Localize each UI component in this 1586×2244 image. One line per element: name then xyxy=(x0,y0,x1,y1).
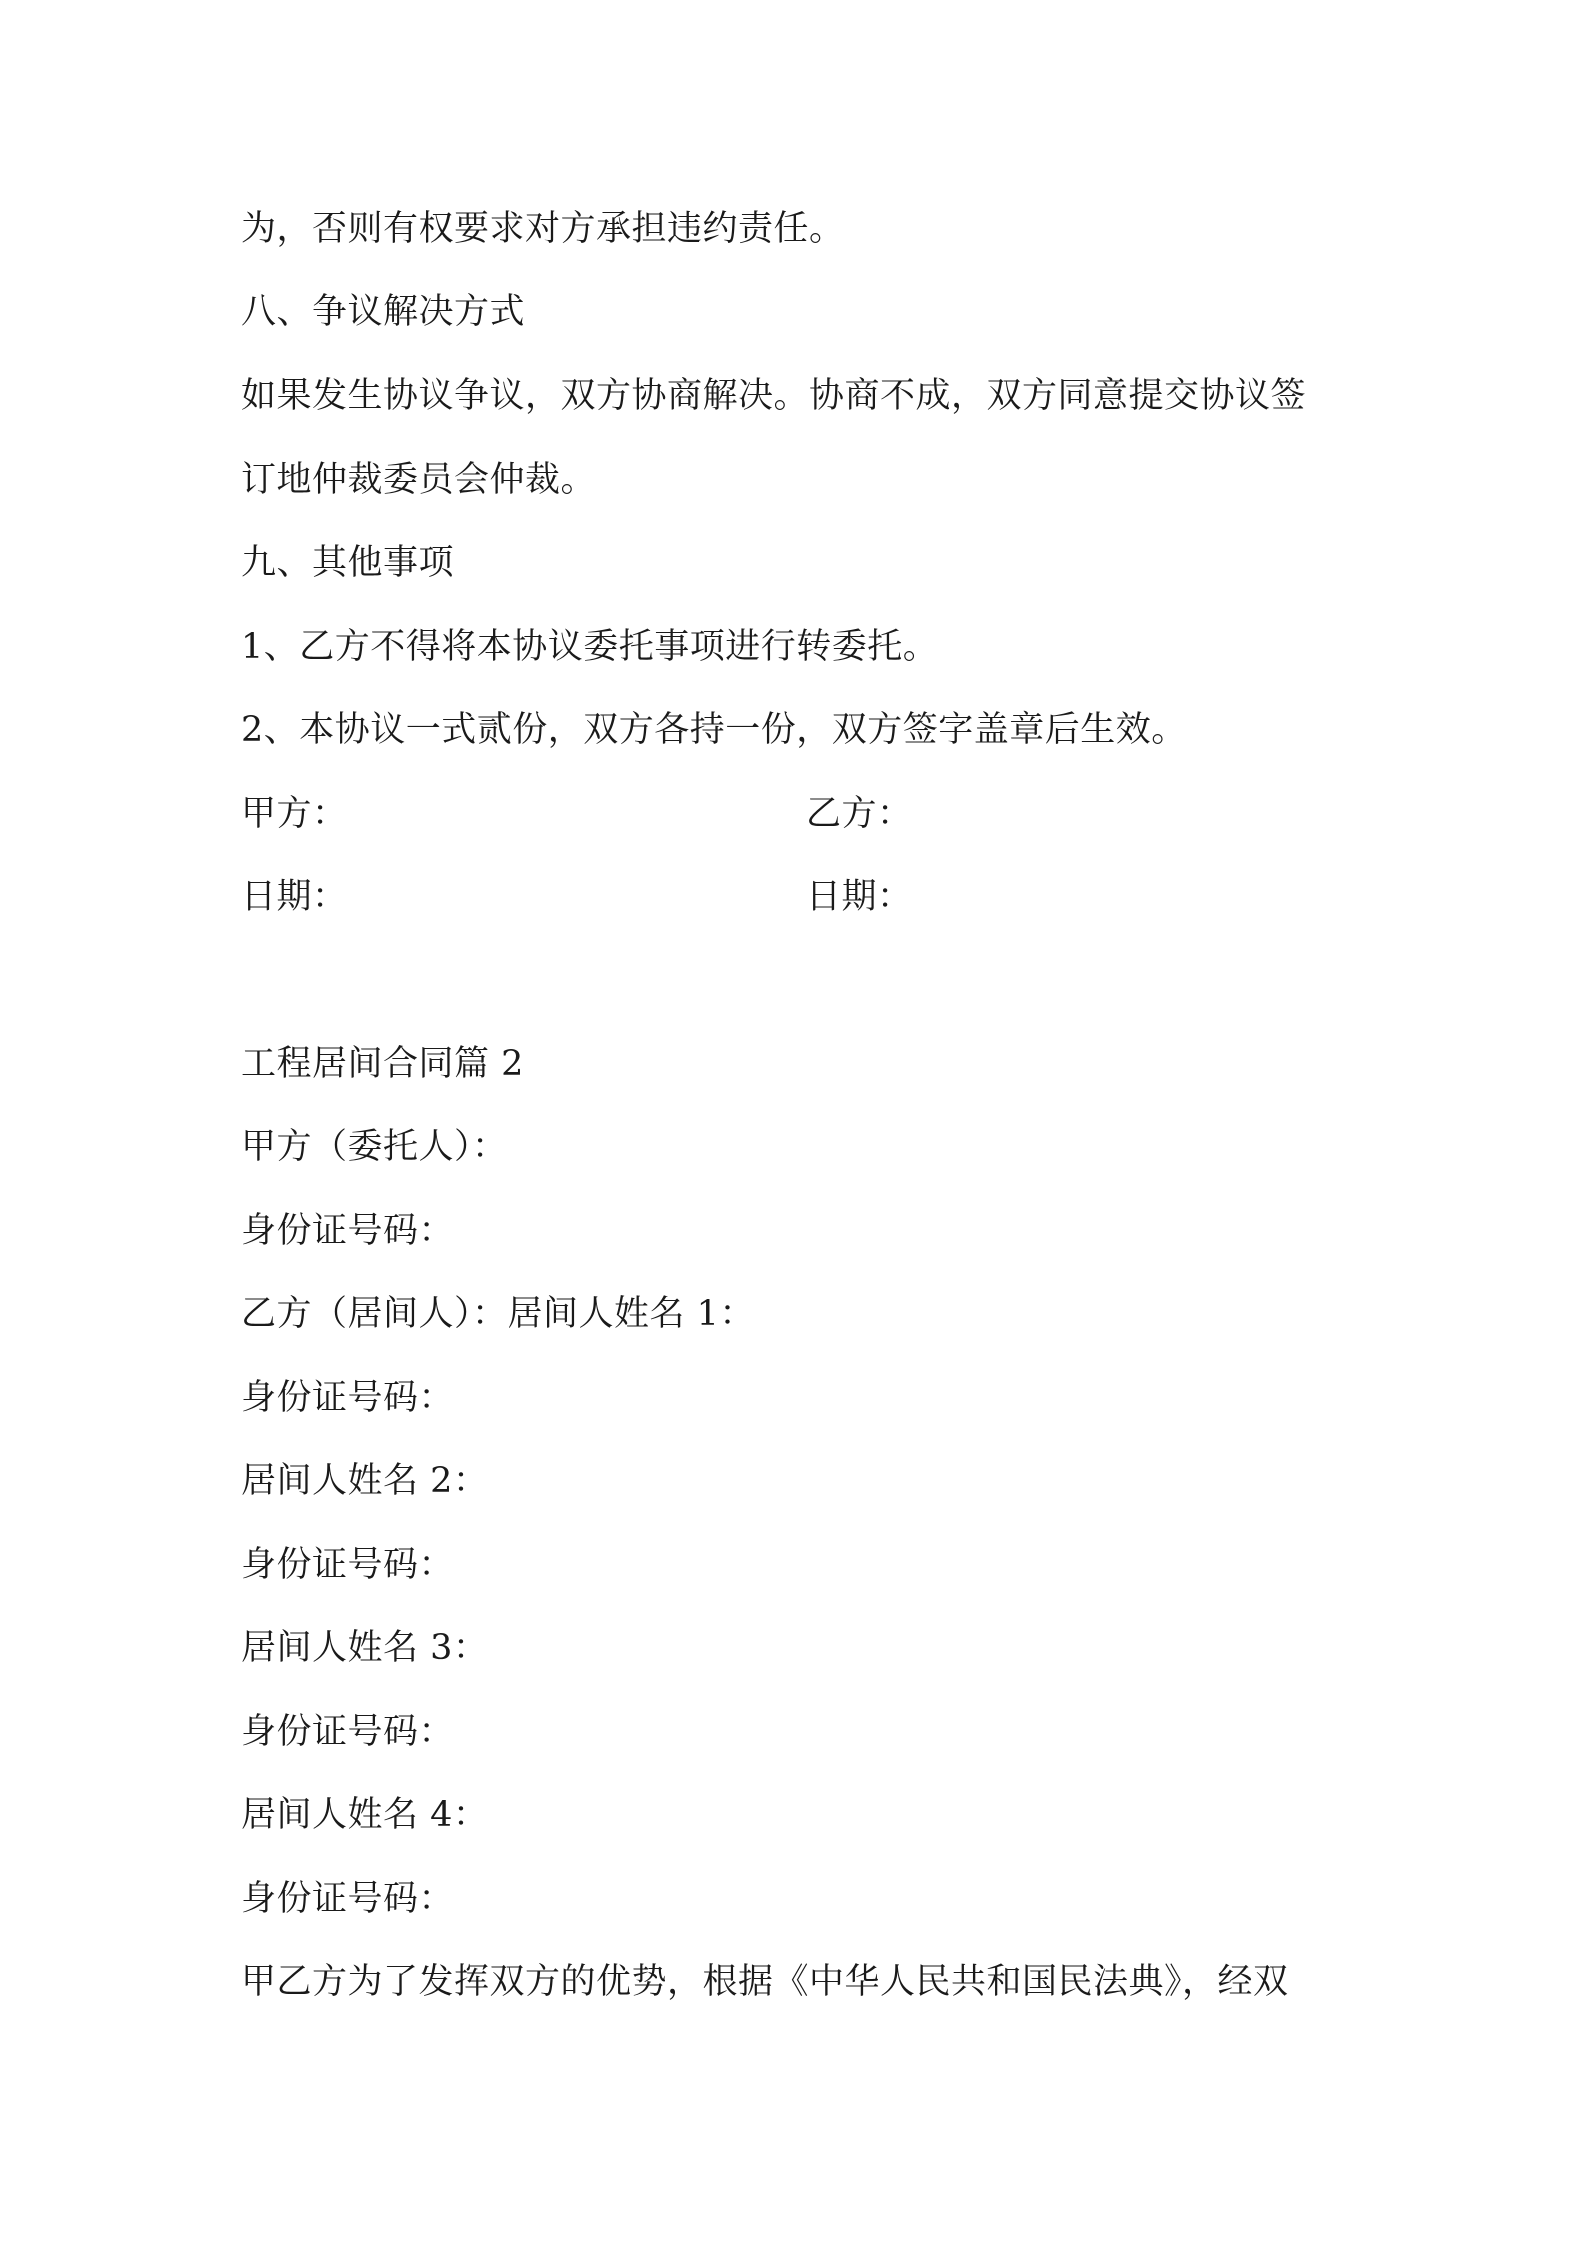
paragraph-continuation: 为，否则有权要求对方承担违约责任。 xyxy=(241,209,845,249)
party-b-signature-label: 乙方： xyxy=(806,794,913,834)
heading-other-matters: 九、其他事项 xyxy=(241,543,455,583)
broker-name-3-label: 居间人姓名 3： xyxy=(241,1628,489,1668)
broker-name-2-label: 居间人姓名 2： xyxy=(241,1461,489,1501)
id-number-label: 身份证号码： xyxy=(241,1879,455,1919)
id-number-label: 身份证号码： xyxy=(241,1211,455,1251)
signature-row xyxy=(241,792,1141,836)
broker-name-4-label: 居间人姓名 4： xyxy=(241,1795,489,1835)
heading-dispute-resolution: 八、争议解决方式 xyxy=(241,292,526,332)
id-number-label: 身份证号码： xyxy=(241,1545,455,1585)
party-a-client-label: 甲方（委托人）： xyxy=(241,1127,508,1167)
other-matters-item-1: 1、乙方不得将本协议委托事项进行转委托。 xyxy=(241,627,939,667)
dispute-paragraph-line-2: 订地仲裁委员会仲裁。 xyxy=(241,460,597,500)
party-b-broker-label: 乙方（居间人）：居间人姓名 1： xyxy=(241,1294,755,1334)
date-row xyxy=(241,875,1141,919)
party-a-date-label: 日期： xyxy=(241,877,348,917)
id-number-label: 身份证号码： xyxy=(241,1378,455,1418)
other-matters-item-2: 2、本协议一式贰份，双方各持一份，双方签字盖章后生效。 xyxy=(241,710,1187,750)
party-b-date-label: 日期： xyxy=(806,877,913,917)
section-title: 工程居间合同篇 2 xyxy=(241,1044,524,1084)
intro-paragraph-line-1: 甲乙方为了发挥双方的优势，根据《中华人民共和国民法典》，经双 xyxy=(241,1962,1289,2002)
id-number-label: 身份证号码： xyxy=(241,1712,455,1752)
party-a-signature-label: 甲方： xyxy=(241,794,348,834)
dispute-paragraph-line-1: 如果发生协议争议，双方协商解决。协商不成，双方同意提交协议签 xyxy=(241,376,1307,416)
